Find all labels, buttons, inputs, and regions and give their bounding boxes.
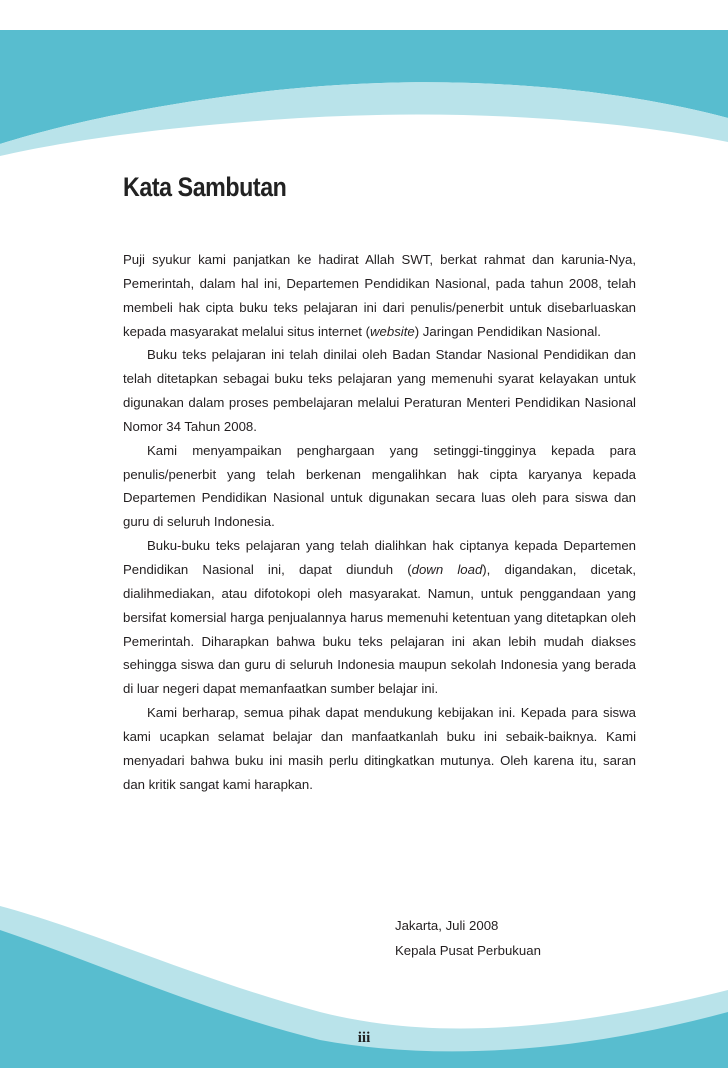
signature-office: Kepala Pusat Perbukuan <box>395 943 541 958</box>
page-title: Kata Sambutan <box>123 172 287 202</box>
foreword-body <box>123 248 636 796</box>
paragraph: Kami berharap, semua pihak dapat mendukung kebijakan ini. Kepada para siswa kami ucapkan selamat belajar dan manfaatkanlah buku ini sebaik-baiknya. Kami menyadari bahwa buku ini masih perlu ditingkatkan mutunya. Oleh karena itu, saran dan kritik sangat kami harapkan. <box>123 705 636 792</box>
paragraph: Buku-buku teks pelajaran yang telah dialihkan hak ciptanya kepada Departemen Pendidikan Nasional ini, dapat diunduh (down load), digandakan, dicetak, dialihmediakan, atau difotokopi oleh masyarakat. Namun, untuk penggandaan yang bersifat komersial harga penjualannya harus memenuhi ketentuan yang ditetapkan oleh Pemerintah. Diharapkan bahwa buku teks pelajaran ini akan lebih mudah diakses sehingga siswa dan guru di seluruh Indonesia maupun sekolah Indonesia yang berada di luar negeri dapat memanfaatkan sumber belajar ini. <box>123 538 636 697</box>
paragraph: Kami menyampaikan penghargaan yang setinggi-tingginya kepada para penulis/penerbit yang telah berkenan mengalihkan hak cipta karyanya kepada Departemen Pendidikan Nasional untuk digunakan secara luas oleh para siswa dan guru di seluruh Indonesia. <box>123 442 636 530</box>
signature-block <box>395 913 541 963</box>
paragraph: Buku teks pelajaran ini telah dinilai oleh Badan Standar Nasional Pendidikan dan telah ditetapkan sebagai buku teks pelajaran yang memenuhi syarat kelayakan untuk digunakan dalam proses pembelajaran melalui Peraturan Menteri Pendidikan Nasional Nomor 34 Tahun 2008. <box>123 347 636 434</box>
paragraph: Puji syukur kami panjatkan ke hadirat Allah SWT, berkat rahmat dan karunia-Nya, Pemerintah, dalam hal ini, Departemen Pendidikan Nasional, pada tahun 2008, telah membeli hak cipta buku teks pelajaran ini dari penulis/penerbit untuk disebarluaskan kepada masyarakat melalui situs internet (website) Jaringan Pendidikan Nasional. <box>123 252 636 339</box>
signature-place-date: Jakarta, Juli 2008 <box>395 918 499 933</box>
page-number: iii <box>357 1030 371 1046</box>
